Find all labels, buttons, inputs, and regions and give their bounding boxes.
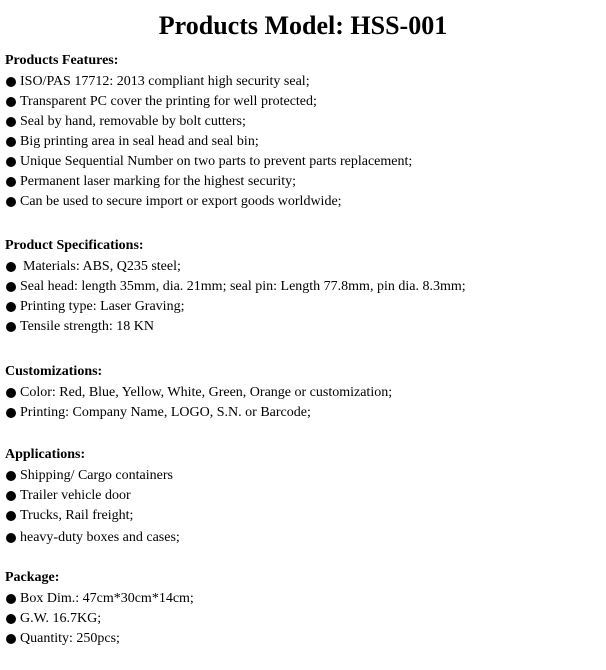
bullet-icon [6,614,16,624]
bullet-icon [6,177,16,187]
bullet-icon [6,97,16,107]
list-item [5,506,601,526]
list-item-text: Seal head: length 35mm, dia. 21mm; seal pin: Length 77.8mm, pin dia. 8.3mm; [20,279,466,294]
bullet-icon [6,408,16,418]
bullet-icon [6,302,16,312]
list-item [5,132,601,152]
list-item [5,589,601,609]
list-item [5,609,601,629]
section-applications [5,446,601,548]
list-item-text: Big printing area in seal head and seal bin; [20,134,259,149]
list-item-text: ISO/PAS 17712: 2013 compliant high security seal; [20,74,310,89]
bullet-icon [6,471,16,481]
list-item-text: heavy-duty boxes and cases; [20,530,180,545]
list-item-text: Box Dim.: 47cm*30cm*14cm; [20,591,194,606]
list-item-text: Printing type: Laser Graving; [20,299,185,314]
list-item [5,257,601,277]
list-item [5,92,601,112]
bullet-icon [6,157,16,167]
list-item [5,486,601,506]
list-item-text: Seal by hand, removable by bolt cutters; [20,114,246,129]
list-item-text: Can be used to secure import or export goods worldwide; [20,194,342,209]
features-list [5,72,601,212]
bullet-icon [6,388,16,398]
list-item-text: Tensile strength: 18 KN [20,319,154,334]
bullet-icon [6,137,16,147]
bullet-icon [6,282,16,292]
list-item [5,297,601,317]
list-item [5,277,601,297]
bullet-icon [6,322,16,332]
bullet-icon [6,533,16,543]
bullet-icon [6,491,16,501]
package-list [5,589,601,649]
list-item [5,629,601,649]
list-item-text: Transparent PC cover the printing for well protected; [20,94,317,109]
bullet-icon [6,594,16,604]
list-item [5,112,601,132]
list-item-text: Printing: Company Name, LOGO, S.N. or Barcode; [20,405,311,420]
section-heading: Products Features: [5,53,119,68]
list-item [5,172,601,192]
list-item-text: Quantity: 250pcs; [20,631,120,646]
list-item-text: Unique Sequential Number on two parts to prevent parts replacement; [20,154,413,169]
list-item-text: Materials: ABS, Q235 steel; [23,259,181,274]
list-item-text: Trailer vehicle door [20,488,131,503]
bullet-icon [6,262,16,272]
page-title: Products Model: HSS-001 [158,11,448,40]
section-heading: Applications: [5,447,86,462]
section-heading: Product Specifications: [5,238,144,253]
list-item [5,403,601,423]
bullet-icon [6,197,16,207]
section-heading: Package: [5,570,60,585]
bullet-icon [6,634,16,644]
list-item [5,466,601,486]
list-item-text: Trucks, Rail freight; [20,508,134,523]
list-item [5,528,601,548]
list-item-text: Permanent laser marking for the highest security; [20,174,297,189]
list-item [5,317,601,337]
specifications-list [5,257,601,337]
bullet-icon [6,117,16,127]
list-item [5,152,601,172]
section-products-features [5,52,601,212]
bullet-icon [6,511,16,521]
list-item-text: Shipping/ Cargo containers [20,468,173,483]
list-item [5,383,601,403]
list-item [5,72,601,92]
section-heading: Customizations: [5,364,103,379]
customizations-list [5,383,601,423]
section-product-specifications [5,237,601,337]
list-item-text: Color: Red, Blue, Yellow, White, Green, Orange or customization; [20,385,393,400]
list-item [5,192,601,212]
bullet-icon [6,77,16,87]
list-item-text: G.W. 16.7KG; [20,611,102,626]
applications-list [5,466,601,548]
section-package [5,569,601,649]
section-customizations [5,363,601,423]
